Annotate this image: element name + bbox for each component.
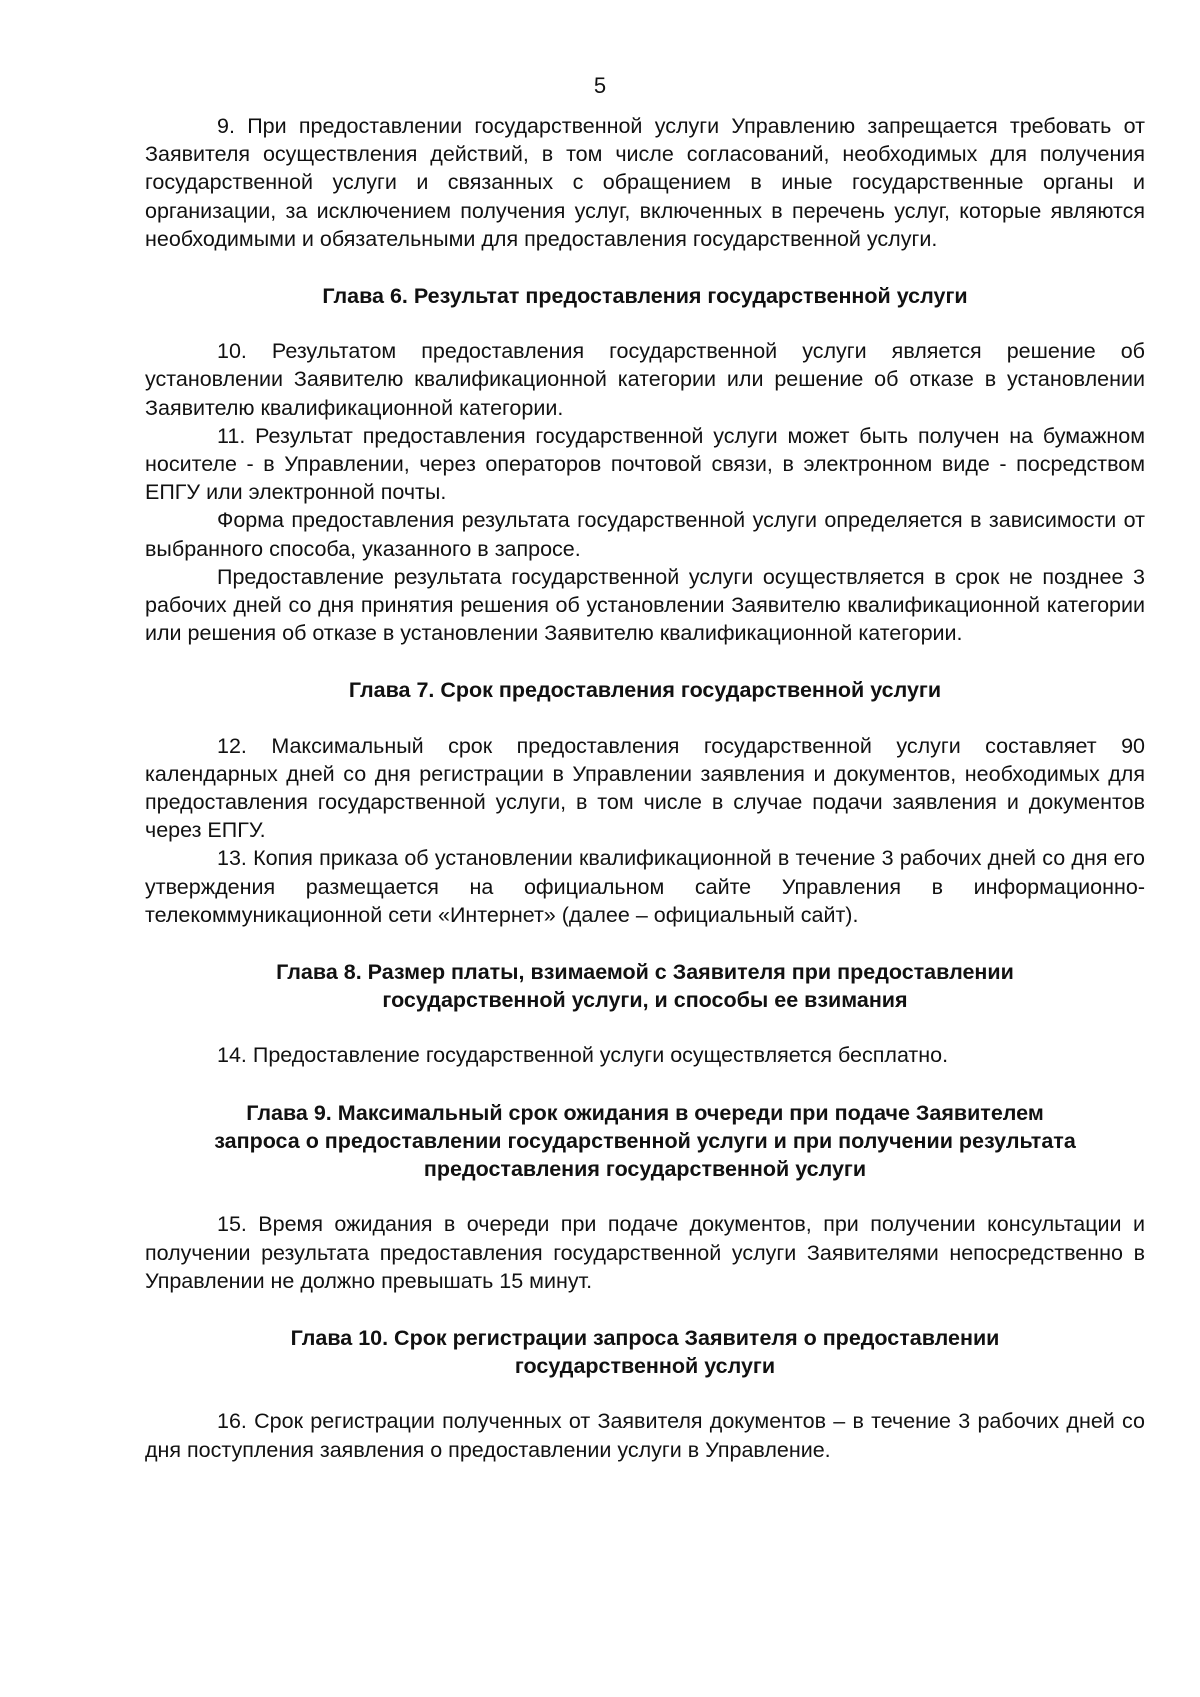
heading-chapter-10 — [145, 1324, 1145, 1380]
heading-chapter-7: Глава 7. Срок предоставления государственной услуги — [348, 678, 942, 703]
paragraph-14: 14. Предоставление государственной услуги осуществляется бесплатно. — [217, 1043, 949, 1068]
document-body — [145, 112, 1145, 1464]
heading-chapter-9 — [145, 1099, 1145, 1184]
heading-chapter-9-line-3: предоставления государственной услуги — [423, 1157, 867, 1182]
heading-chapter-8 — [145, 958, 1145, 1014]
heading-chapter-8-line-1: Глава 8. Размер платы, взимаемой с Заявителя при предоставлении — [276, 960, 1014, 985]
paragraph-13: 13. Копия приказа об установлении квалификационной в течение 3 рабочих дней со дня его утверждения размещается на официальном сайте Управления в информационно-телекоммуникационной сети «Интернет» (далее – официальный сайт). — [145, 846, 1145, 927]
paragraph-16: 16. Срок регистрации полученных от Заявителя документов – в течение 3 рабочих дней со дня поступления заявления о предоставлении услуги в Управление. — [145, 1409, 1145, 1462]
paragraph-result-form: Форма предоставления результата государственной услуги определяется в зависимости от выбранного способа, указанного в запросе. — [145, 508, 1145, 561]
heading-chapter-8-line-2: государственной услуги, и способы ее взимания — [382, 988, 908, 1013]
paragraph-9: 9. При предоставлении государственной услуги Управлению запрещается требовать от Заявителя осуществления действий, в том числе согласований, необходимых для получения государственной услуги и связанных с обращением в иные государственные органы и организации, за исключением получения услуг, включенных в перечень услуг, которые являются необходимыми и обязательными для предоставления государственной услуги. — [145, 114, 1145, 251]
page-number: 5 — [593, 73, 607, 98]
heading-chapter-10-line-1: Глава 10. Срок регистрации запроса Заявителя о предоставлении — [290, 1325, 1000, 1350]
heading-chapter-9-line-2: запроса о предоставлении государственной услуги и при получении результата — [214, 1128, 1076, 1153]
paragraph-10: 10. Результатом предоставления государственной услуги является решение об установлении Заявителю квалификационной категории или решение об отказе в установлении Заявителю квалификационной категории. — [145, 339, 1145, 420]
heading-chapter-9-line-1: Глава 9. Максимальный срок ожидания в очереди при подаче Заявителем — [246, 1100, 1044, 1125]
paragraph-11: 11. Результат предоставления государственной услуги может быть получен на бумажном носителе - в Управлении, через операторов почтовой связи, в электронном виде - посредством ЕПГУ или электронной почты. — [145, 423, 1145, 505]
paragraph-12: 12. Максимальный срок предоставления государственной услуги составляет 90 календарных дней со дня регистрации в Управлении заявления и документов, необходимых для предоставления государственной услуги, в том числе в случае подачи заявления и документов через ЕПГУ. — [145, 733, 1145, 843]
heading-chapter-10-line-2: государственной услуги — [514, 1354, 776, 1379]
paragraph-result-deadline: Предоставление результата государственной услуги осуществляется в срок не позднее 3 рабочих дней со дня принятия решения об установлении Заявителю квалификационной категории или решения об отказе в установлении Заявителю квалификационной категории. — [145, 564, 1145, 646]
paragraph-15: 15. Время ожидания в очереди при подаче документов, при получении консультации и получении результата предоставления государственной услуги Заявителями непосредственно в Управлении не должно превышать 15 минут. — [145, 1212, 1145, 1293]
heading-chapter-6: Глава 6. Результат предоставления государственной услуги — [322, 284, 968, 309]
